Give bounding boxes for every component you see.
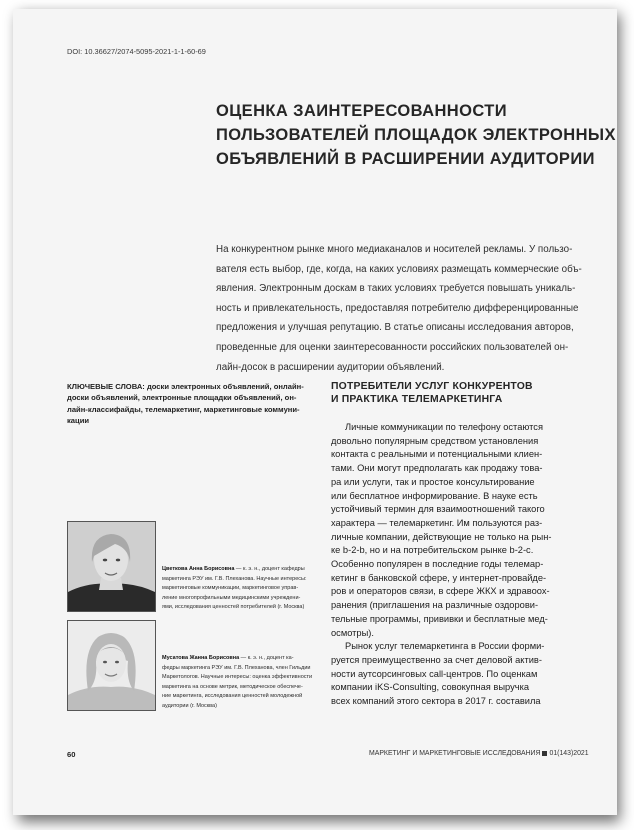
abstract-line: предложения и улучшая репутацию. В статье описаны исследования авторов, [216, 322, 574, 334]
page-number: 60 [67, 750, 76, 759]
abstract-line: ность и привлекательность, предоставляя потребителю дифференцированные [216, 302, 579, 314]
article-title [216, 99, 616, 171]
keywords-line: доски объявлений, электронные площадки объявлений, он- [67, 393, 297, 403]
author-bio-line: Маркетологов. Научные интересы: оценка эффективности [162, 674, 313, 681]
square-bullet-icon [542, 751, 547, 756]
author-bio-line: федры маркетинга РЭУ им. Г.В. Плеханова, член Гильдии [162, 664, 311, 671]
keywords-line: КЛЮЧЕВЫЕ СЛОВА: доски электронных объявлений, онлайн- [67, 382, 304, 391]
author-bio-line: ями, исследования ценностей потребителей (г. Москва) [162, 604, 305, 611]
body-line: компании iKS-Consulting, совокупная выручка [331, 682, 530, 693]
body-text [331, 421, 596, 709]
body-line: или бесплатное информирование. В науке есть [331, 490, 538, 501]
abstract-line: На конкурентном рынке много медиаканалов и носителей рекламы. У пользо- [216, 244, 573, 255]
journal-page [13, 9, 617, 815]
body-line: ранения (приглашения на различные оздорови- [331, 600, 539, 611]
journal-issue: 01(143)2021 [549, 750, 589, 757]
body-line: Особенно популярен в последние годы телемар- [331, 559, 544, 570]
body-line: личные компании, действующие не только на рын- [331, 531, 552, 542]
doi-line: DOI: 10.36627/2074-5095-2021-1-1-60-69 [67, 47, 206, 56]
body-line: устойчивый термин для взаимоотношений такого [331, 504, 545, 515]
keywords-line: лайн-классифайды, телемаркетинг, маркетинговые коммуни- [67, 404, 300, 414]
body-line: Личные коммуникации по телефону остаются [345, 422, 543, 432]
section-heading [331, 380, 591, 407]
abstract-line: проведенные для оценки заинтересованности российских пользователей он- [216, 341, 569, 353]
body-line: контакта с реальными и потенциальными клиен- [331, 449, 543, 460]
author-bio-musatova [162, 654, 332, 712]
body-line: тельные программы, прививки и бесплатные мед- [331, 613, 548, 624]
body-line: ке b-2-b, но и на потребительском рынке b-2-c. [331, 545, 534, 556]
author-bio-line: маркетинга на основе метрик, методическое обеспече- [162, 683, 303, 690]
body-line: довольно популярным средством установления [331, 435, 539, 446]
author-name: Мусатова Жанна Борисовна [162, 655, 240, 661]
abstract-line: явления. Электронным доскам в таких условиях требуется повышать уникаль- [216, 283, 576, 295]
author-bio-line: аудитории (г. Москва) [162, 702, 217, 709]
section-heading-line: И ПРАКТИКА ТЕЛЕМАРКЕТИНГА [331, 394, 503, 406]
body-line: всех компаний этого сектора в 2017 г. составила [331, 696, 541, 707]
keywords [67, 381, 302, 427]
body-line: кетинг в банковской сфере, у интернет-провайде- [331, 572, 547, 583]
journal-name: МАРКЕТИНГ И МАРКЕТИНГОВЫЕ ИССЛЕДОВАНИЯ [369, 750, 541, 757]
body-line: ности аутсорсинговых call-центров. По оценкам [331, 668, 538, 679]
author-name: Цветкова Анна Борисовна [162, 566, 235, 572]
title-line: ОЦЕНКА ЗАИНТЕРЕСОВАННОСТИ [216, 102, 507, 120]
journal-footer [369, 750, 589, 757]
author-bio-line: маркетинга РЭУ им. Г.В. Плеханова. Научные интересы: [162, 575, 307, 582]
abstract-line: лайн-досок в расширении аудитории объявлений. [216, 361, 445, 373]
body-line: ров и операторов связи, в сфере ЖКХ и здравоох- [331, 586, 550, 597]
author-bio-line: Мусатова Жанна Борисовна — к. э. н., доцент ка- [162, 655, 294, 661]
body-line: Рынок услуг телемаркетинга в России форми- [345, 641, 545, 652]
author-bio-tsvetkova [162, 565, 332, 613]
body-line: ра или услуги, так и простое консультирование [331, 476, 535, 487]
body-line: руется преимущественно за счет деловой актив- [331, 654, 542, 665]
author-photo-tsvetkova [67, 521, 156, 612]
body-line: характера — телемаркетинг. Им пользуются раз- [331, 517, 543, 528]
author-bio-line: Цветкова Анна Борисовна — к. э. н., доцент кафедры [162, 566, 305, 572]
section-heading-line: ПОТРЕБИТЕЛИ УСЛУГ КОНКУРЕНТОВ [331, 381, 533, 392]
keywords-line: кации [67, 416, 90, 426]
author-bio-line: ление многопрофильными медицинскими учреждени- [162, 594, 301, 601]
author-photo-musatova [67, 620, 156, 711]
body-line: осмотры). [331, 627, 374, 638]
author-bio-line: ние маркетинга, исследования ценностей молодежной [162, 693, 303, 700]
author-bio-line: маркетинговые коммуникации, маркетинговое управ- [162, 585, 299, 592]
abstract-line: вателя есть выбор, где, когда, на каких условиях размещать коммерческие объ- [216, 263, 582, 275]
title-line: ПОЛЬЗОВАТЕЛЕЙ ПЛОЩАДОК ЭЛЕКТРОННЫХ [216, 126, 616, 144]
abstract [216, 240, 586, 377]
title-line: ОБЪЯВЛЕНИЙ В РАСШИРЕНИИ АУДИТОРИИ [216, 150, 595, 168]
body-line: тами. Они могут предполагать как продажу това- [331, 463, 543, 474]
